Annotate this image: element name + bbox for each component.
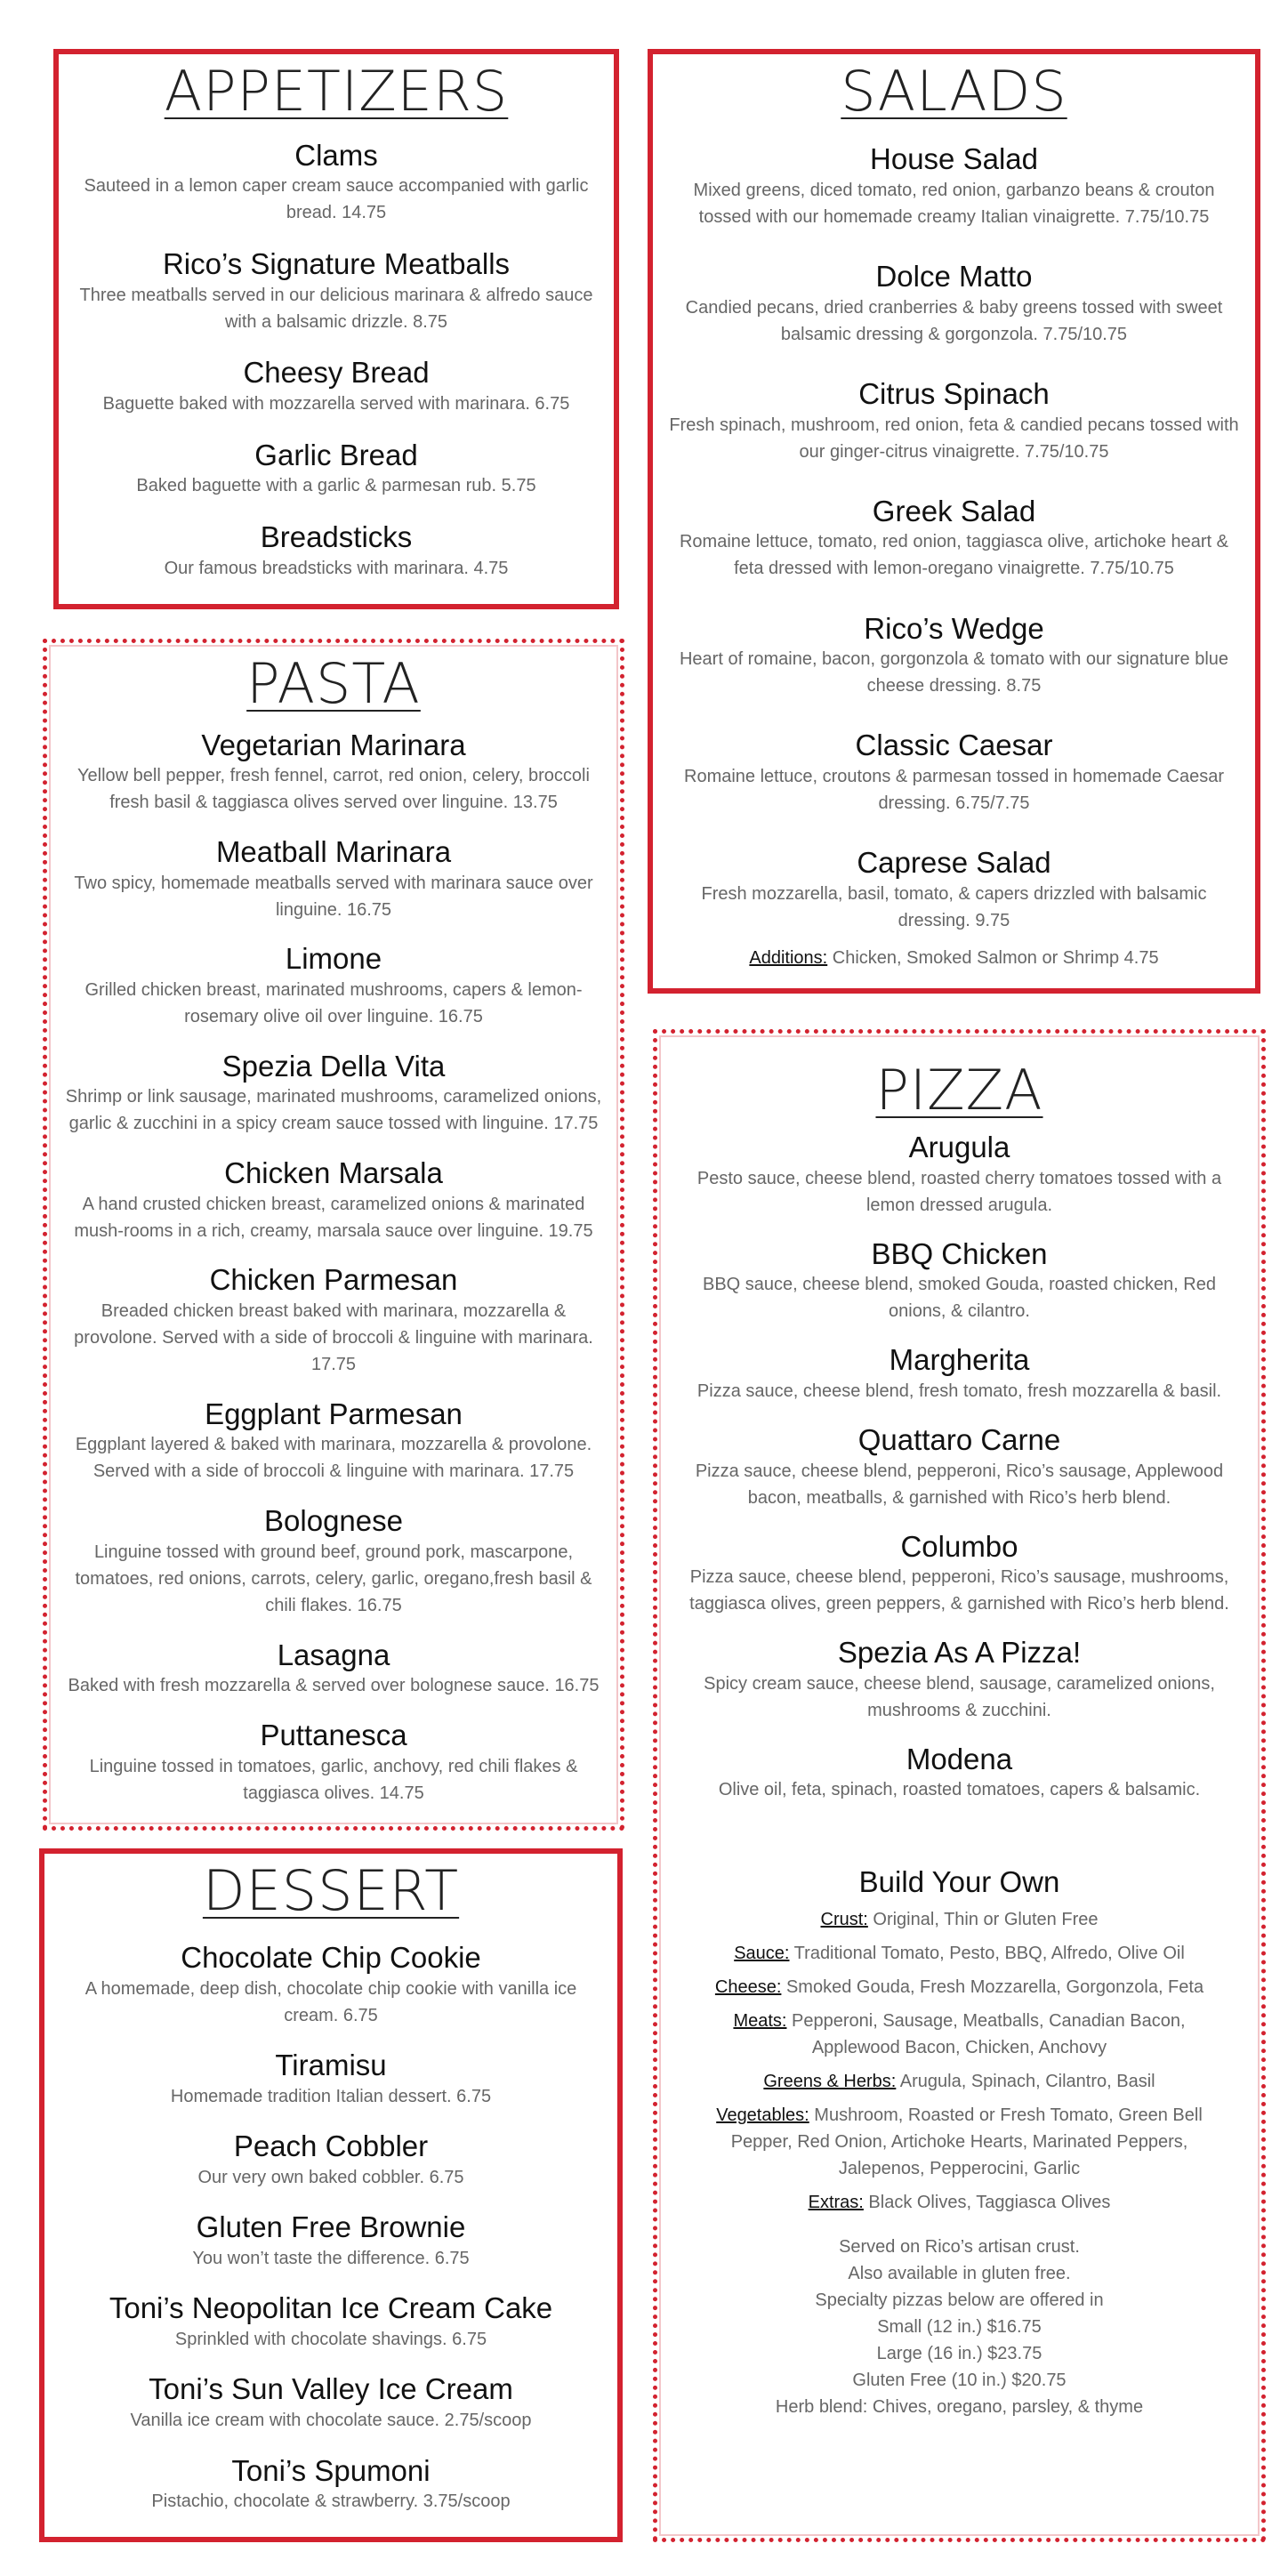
pizza-section (653, 1029, 1266, 2542)
menu-item (54, 1718, 613, 1807)
pasta-section (43, 639, 624, 1831)
item-name: Modena (906, 1742, 1013, 1775)
byo-text: Arugula, Spinach, Cilantro, Basil (896, 2072, 1155, 2092)
additions-text: Chicken, Smoked Salmon or Shrimp 4.75 (827, 948, 1159, 968)
menu-item (662, 376, 1246, 465)
menu-item (662, 259, 1246, 348)
item-name: Rico’s Wedge (864, 611, 1044, 645)
byo-label: Meats: (733, 2011, 787, 2032)
item-name: Vegetarian Marinara (201, 728, 466, 761)
item-name: Eggplant Parmesan (205, 1397, 463, 1430)
menu-item (666, 1742, 1252, 1804)
section-title: APPETIZERS (164, 59, 509, 124)
menu-item (53, 2210, 608, 2272)
menu-item (662, 611, 1246, 700)
item-name: Breadsticks (260, 520, 413, 553)
byo-option (666, 1974, 1252, 2000)
item-description: Eggplant layered & baked with marinara, mozzarella & provolone. Served with a side of broccoli & linguine with marinara. 17.75 (75, 1435, 592, 1482)
byo-text: Smoked Gouda, Fresh Mozzarella, Gorgonzola, Feta (781, 1977, 1204, 1998)
byo-option (666, 2068, 1252, 2095)
item-name: Quattaro Carne (857, 1422, 1061, 1456)
menu-item (666, 1342, 1252, 1405)
item-name: Rico’s Signature Meatballs (162, 246, 511, 280)
salads-list (662, 122, 1246, 948)
menu-item (53, 2290, 608, 2353)
byo-option (666, 2189, 1252, 2216)
item-name: Lasagna (277, 1638, 390, 1671)
pasta-list (54, 714, 613, 1815)
menu-item (68, 519, 605, 582)
menu-item (54, 1049, 613, 1138)
menu-item (54, 834, 613, 923)
menu-item (54, 941, 613, 1030)
item-description: Linguine tossed in tomatoes, garlic, anchovy, red chili flakes & taggiasca olives. 14.75 (89, 1756, 578, 1803)
item-description: Romaine lettuce, tomato, red onion, taggiasca olive, artichoke heart & feta dressed with lemon-oregano vinaigrette. 7.75/10.75 (679, 532, 1228, 579)
item-description: Yellow bell pepper, fresh fennel, carrot, red onion, celery, broccoli fresh basil & taggiasca olives served over linguine. 13.75 (77, 766, 590, 813)
byo-note: Large (16 in.) $23.75 (876, 2344, 1042, 2364)
item-name: Limone (285, 942, 382, 976)
item-description: Vanilla ice cream with chocolate sauce. 2.75/scoop (130, 2411, 532, 2431)
menu-item (666, 1130, 1252, 1219)
item-description: Pesto sauce, cheese blend, roasted cherry tomatoes tossed with a lemon dressed arugula. (696, 1168, 1222, 1215)
item-name: Arugula (908, 1131, 1010, 1164)
menu-item (54, 1638, 613, 1700)
byo-label: Extras: (808, 2193, 864, 2213)
menu-item (54, 1262, 613, 1378)
item-description: BBQ sauce, cheese blend, smoked Gouda, roasted chicken, Red onions, & cilantro. (702, 1275, 1216, 1322)
item-name: Clams (294, 138, 378, 172)
item-description: Our famous breadsticks with marinara. 4.75 (164, 558, 509, 578)
byo-option (666, 1906, 1252, 1933)
item-name: Toni’s Sun Valley Ice Cream (149, 2372, 513, 2406)
byo-text: Traditional Tomato, Pesto, BBQ, Alfredo, Olive Oil (789, 1944, 1185, 1964)
menu-item (53, 2129, 608, 2191)
menu-item (662, 494, 1246, 583)
item-description: Heart of romaine, bacon, gorgonzola & tomato with our signature blue cheese dressing. 8.75 (679, 649, 1229, 696)
byo-text: Pepperoni, Sausage, Meatballs, Canadian Bacon, Applewood Bacon, Chicken, Anchovy (786, 2011, 1186, 2058)
menu-item (54, 728, 613, 817)
byo-note: Specialty pizzas below are offered in (815, 2290, 1104, 2311)
appetizers-list (68, 122, 605, 592)
menu-item (54, 1503, 613, 1619)
item-description: Romaine lettuce, croutons & parmesan tossed in homemade Caesar dressing. 6.75/7.75 (684, 767, 1224, 814)
item-name: Caprese Salad (857, 846, 1051, 880)
menu-item (662, 141, 1246, 230)
item-name: Toni’s Spumoni (231, 2453, 431, 2487)
item-name: Greek Salad (872, 494, 1036, 527)
byo-label: Vegetables: (716, 2105, 809, 2126)
menu-item (666, 1422, 1252, 1511)
item-description: Spicy cream sauce, cheese blend, sausage, caramelized onions, mushrooms & zucchini. (704, 1673, 1215, 1720)
byo-note: Also available in gluten free. (848, 2264, 1071, 2284)
menu-item (53, 2048, 608, 2110)
item-name: Margherita (889, 1343, 1030, 1377)
byo-title: Build Your Own (858, 1865, 1060, 1899)
menu-item (53, 1940, 608, 2029)
item-name: BBQ Chicken (871, 1236, 1048, 1270)
item-description: Baguette baked with mozzarella served with marinara. 6.75 (102, 393, 570, 414)
item-name: Gluten Free Brownie (196, 2210, 466, 2244)
menu-item (662, 845, 1246, 934)
item-description: A homemade, deep dish, chocolate chip cookie with vanilla ice cream. 6.75 (85, 1978, 577, 2025)
item-name: Columbo (900, 1529, 1018, 1563)
menu-item (53, 2453, 608, 2516)
pizza-list (666, 1121, 1252, 1803)
item-description: Pizza sauce, cheese blend, pepperoni, Rico’s sausage, Applewood bacon, meatballs, & garnished with Rico’s herb blend. (695, 1461, 1224, 1508)
item-name: Bolognese (264, 1504, 403, 1538)
item-description: Baked baguette with a garlic & parmesan rub. 5.75 (136, 476, 536, 496)
byo-text: Mushroom, Roasted or Fresh Tomato, Green Bell Pepper, Red Onion, Artichoke Hearts, Marinated Peppers, Jalepenos, Pepperocini, Garlic (730, 2105, 1203, 2179)
menu-item (68, 138, 605, 227)
byo-note: Served on Rico’s artisan crust. (839, 2237, 1080, 2258)
byo-option (666, 2102, 1252, 2182)
item-name: Peach Cobbler (233, 2129, 429, 2163)
menu-item (68, 246, 605, 335)
item-name: Chocolate Chip Cookie (181, 1940, 481, 1974)
item-description: Baked with fresh mozzarella & served over bolognese sauce. 16.75 (68, 1676, 600, 1696)
item-description: Three meatballs served in our delicious marinara & alfredo sauce with a balsamic drizzle. 8.75 (79, 285, 593, 332)
menu-item (662, 728, 1246, 817)
item-description: Homemade tradition Italian dessert. 6.75 (170, 2086, 492, 2106)
byo-option (666, 2008, 1252, 2061)
menu-item (54, 1397, 613, 1485)
item-description: Pizza sauce, cheese blend, pepperoni, Rico’s sausage, mushrooms, taggiasca olives, green peppers, & garnished with Rico’s herb blend. (689, 1567, 1229, 1614)
menu-item (54, 1155, 613, 1244)
dessert-list (53, 1921, 608, 2524)
item-description: Our very own baked cobbler. 6.75 (197, 2167, 464, 2187)
item-description: Grilled chicken breast, marinated mushrooms, capers & lemon-rosemary olive oil over linguine. 16.75 (85, 979, 583, 1026)
item-description: Olive oil, feta, spinach, roasted tomatoes, capers & balsamic. (718, 1780, 1201, 1800)
item-description: Mixed greens, diced tomato, red onion, garbanzo beans & crouton tossed with our homemade creamy Italian vinaigrette. 7.75/10.75 (693, 180, 1215, 227)
item-description: A hand crusted chicken breast, caramelized onions & marinated mush-rooms in a rich, creamy, marsala sauce over linguine. 19.75 (74, 1194, 593, 1241)
byo-note: Gluten Free (10 in.) $20.75 (852, 2371, 1067, 2391)
byo-text: Black Olives, Taggiasca Olives (863, 2193, 1111, 2213)
item-description: Fresh mozzarella, basil, tomato, & capers drizzled with balsamic dressing. 9.75 (701, 883, 1207, 930)
item-name: Spezia Della Vita (221, 1049, 446, 1083)
byo-label: Sauce: (734, 1944, 790, 1964)
item-description: Candied pecans, dried cranberries & baby greens tossed with sweet balsamic dressing & gorgonzola. 7.75/10.75 (685, 297, 1223, 344)
item-name: House Salad (870, 142, 1038, 176)
item-description: Two spicy, homemade meatballs served with marinara sauce over linguine. 16.75 (74, 873, 593, 920)
menu-item (666, 1635, 1252, 1724)
item-description: Shrimp or link sausage, marinated mushrooms, caramelized onions, garlic & zucchini in a spicy cream sauce tossed with linguine. 17.75 (65, 1087, 602, 1134)
item-name: Dolce Matto (875, 260, 1033, 294)
byo-option (666, 1940, 1252, 1967)
item-description: Breaded chicken breast baked with marinara, mozzarella & provolone. Served with a side of broccoli & linguine with marinara. 17.75 (74, 1301, 593, 1375)
item-name: Puttanesca (260, 1718, 407, 1751)
item-description: Fresh spinach, mushroom, red onion, feta & candied pecans tossed with our ginger-citrus vinaigrette. 7.75/10.75 (669, 415, 1239, 462)
item-name: Citrus Spinach (858, 376, 1050, 410)
item-name: Chicken Parmesan (209, 1263, 458, 1297)
byo-note: Small (12 in.) $16.75 (877, 2317, 1042, 2338)
item-name: Meatball Marinara (215, 834, 452, 868)
byo-label: Greens & Herbs: (763, 2072, 897, 2092)
item-name: Garlic Bread (254, 438, 418, 471)
menu-item (53, 2371, 608, 2434)
dessert-section (39, 1848, 623, 2542)
item-description: Linguine tossed with ground beef, ground pork, mascarpone, tomatoes, red onions, carrots, celery, garlic, oregano,fresh basil & chili flakes. 16.75 (75, 1542, 592, 1615)
menu-item (666, 1529, 1252, 1618)
byo-notes (666, 2234, 1252, 2420)
item-name: Chicken Marsala (224, 1156, 443, 1190)
byo-label: Crust: (820, 1910, 868, 1930)
section-title: DESSERT (202, 1858, 460, 1923)
additions-label: Additions: (749, 948, 828, 968)
item-name: Cheesy Bread (243, 356, 430, 390)
section-title: PIZZA (875, 1058, 1043, 1123)
item-name: Tiramisu (275, 2049, 387, 2082)
build-your-own (666, 1865, 1252, 2420)
item-name: Toni’s Neopolitan Ice Cream Cake (109, 2291, 553, 2325)
item-description: Pistachio, chocolate & strawberry. 3.75/scoop (151, 2491, 511, 2512)
item-description: You won’t taste the difference. 6.75 (192, 2248, 470, 2268)
byo-label: Cheese: (714, 1977, 782, 1998)
menu-item (666, 1236, 1252, 1325)
item-description: Sauteed in a lemon caper cream sauce accompanied with garlic bread. 14.75 (84, 176, 589, 223)
item-name: Classic Caesar (855, 729, 1053, 762)
item-description: Sprinkled with chocolate shavings. 6.75 (174, 2329, 487, 2349)
salad-additions (662, 948, 1246, 976)
section-title: SALADS (841, 59, 1067, 124)
salads-section (648, 49, 1260, 994)
item-description: Pizza sauce, cheese blend, fresh tomato, fresh mozzarella & basil. (696, 1381, 1222, 1401)
appetizers-section (53, 49, 619, 609)
menu-item (68, 438, 605, 500)
item-name: Spezia As A Pizza! (837, 1636, 1082, 1670)
menu-item (68, 355, 605, 417)
byo-note: Herb blend: Chives, oregano, parsley, & thyme (775, 2397, 1144, 2418)
section-title: PASTA (246, 651, 421, 716)
byo-text: Original, Thin or Gluten Free (867, 1910, 1099, 1930)
